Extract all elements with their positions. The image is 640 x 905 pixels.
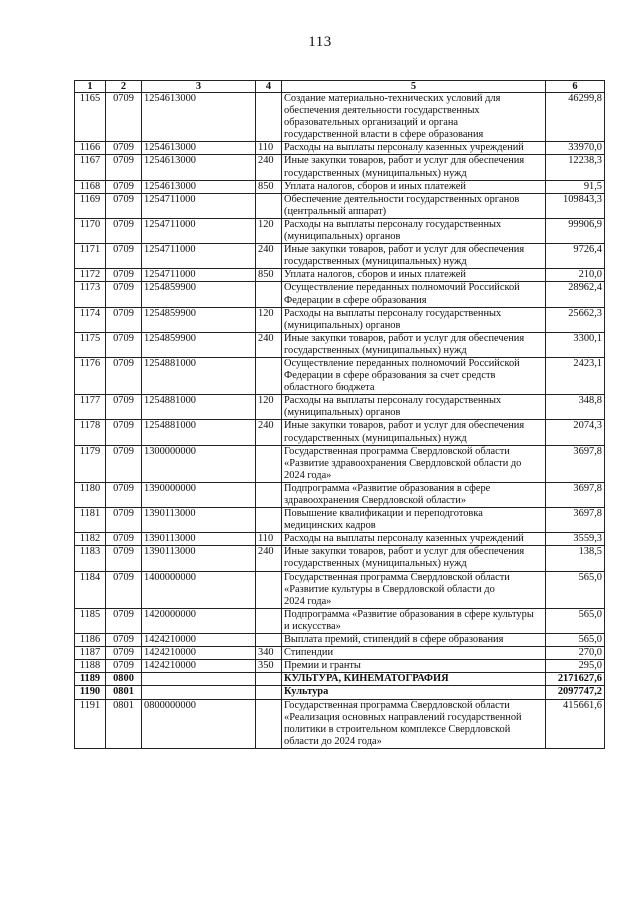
row-number-cell: 1172 [75, 269, 106, 282]
target-code-cell: 0800000000 [142, 699, 256, 748]
row-number-cell: 1189 [75, 673, 106, 686]
table-row [75, 686, 605, 699]
description-line: Осуществление переданных полномочий Российской [284, 357, 520, 369]
row-number-cell: 1190 [75, 686, 106, 699]
table-row [75, 533, 605, 546]
row-number-cell: 1171 [75, 244, 106, 269]
description-line: Государственная программа Свердловской области [284, 445, 510, 457]
amount-cell: 3697,8 [546, 508, 605, 533]
row-number-cell: 1183 [75, 546, 106, 571]
amount-cell: 565,0 [546, 571, 605, 608]
description-line: (муниципальных) органов [284, 407, 401, 419]
description-line: (центральный аппарат) [284, 205, 387, 217]
amount-cell: 91,5 [546, 180, 605, 193]
column-header-target-code: 3 [142, 81, 256, 93]
amount-cell: 270,0 [546, 647, 605, 660]
description-line: медицинских кадров [284, 520, 376, 532]
description-line: государственных (муниципальных) нужд [284, 558, 467, 570]
amount-cell: 28962,4 [546, 282, 605, 307]
target-code-cell: 1254711000 [142, 244, 256, 269]
description-line: 2024 года» [284, 595, 332, 607]
column-header-section-code: 2 [106, 81, 142, 93]
amount-cell: 46299,8 [546, 93, 605, 142]
description-line: Расходы на выплаты персоналу государственных [284, 307, 502, 319]
column-header-row-number: 1 [75, 81, 106, 93]
amount-cell: 565,0 [546, 634, 605, 647]
table-row [75, 647, 605, 660]
section-code-cell: 0709 [106, 508, 142, 533]
expense-type-cell [256, 357, 282, 394]
description-line: Подпрограмма «Развитие образования в сфере [284, 482, 491, 494]
table-row [75, 357, 605, 394]
description-cell [282, 546, 546, 571]
row-number-cell: 1178 [75, 420, 106, 445]
row-number-cell: 1184 [75, 571, 106, 608]
description-cell [282, 686, 546, 699]
description-line: Уплата налогов, сборов и иных платежей [284, 180, 466, 192]
row-number-cell: 1191 [75, 699, 106, 748]
budget-table [74, 80, 605, 749]
amount-cell: 295,0 [546, 660, 605, 673]
amount-cell: 109843,3 [546, 193, 605, 218]
description-cell [282, 395, 546, 420]
expense-type-cell [256, 508, 282, 533]
target-code-cell: 1254613000 [142, 93, 256, 142]
table-header-row [75, 81, 605, 93]
description-line: Государственная программа Свердловской области [284, 571, 510, 583]
description-line: «Развитие культуры в Свердловской области до [284, 583, 495, 595]
description-line: Расходы на выплаты персоналу государственных [284, 218, 502, 230]
description-line: Федерации в сфере образования [284, 294, 427, 306]
section-code-cell: 0709 [106, 307, 142, 332]
section-code-cell: 0801 [106, 686, 142, 699]
target-code-cell: 1254711000 [142, 193, 256, 218]
description-line: политики в строительном комплексе Свердловской [284, 723, 511, 735]
target-code-cell: 1254613000 [142, 142, 256, 155]
expense-type-cell: 850 [256, 180, 282, 193]
section-code-cell: 0709 [106, 93, 142, 142]
target-code-cell: 1254859900 [142, 332, 256, 357]
row-number-cell: 1185 [75, 608, 106, 633]
description-cell [282, 445, 546, 482]
section-code-cell: 0709 [106, 660, 142, 673]
description-line: Создание материально-технических условий для [284, 93, 501, 104]
row-number-cell: 1169 [75, 193, 106, 218]
section-code-cell: 0801 [106, 699, 142, 748]
description-line: областного бюджета [284, 382, 375, 394]
column-header-description: 5 [282, 81, 546, 93]
description-line: государственных (муниципальных) нужд [284, 167, 467, 179]
section-code-cell: 0709 [106, 357, 142, 394]
description-line: Выплата премий, стипендий в сфере образования [284, 634, 504, 646]
description-line: Обеспечение деятельности государственных органов [284, 193, 520, 205]
table-row [75, 269, 605, 282]
amount-cell: 415661,6 [546, 699, 605, 748]
description-line: государственной власти в сфере образования [284, 129, 484, 141]
description-line: Подпрограмма «Развитие образования в сфере культуры [284, 608, 534, 620]
row-number-cell: 1182 [75, 533, 106, 546]
expense-type-cell: 240 [256, 155, 282, 180]
description-line: Расходы на выплаты персоналу государственных [284, 395, 502, 407]
target-code-cell [142, 686, 256, 699]
amount-cell: 99906,9 [546, 218, 605, 243]
target-code-cell: 1254881000 [142, 357, 256, 394]
target-code-cell: 1254711000 [142, 218, 256, 243]
row-number-cell: 1167 [75, 155, 106, 180]
section-code-cell: 0709 [106, 155, 142, 180]
row-number-cell: 1180 [75, 482, 106, 507]
description-line: Расходы на выплаты персоналу казенных учреждений [284, 142, 524, 154]
description-line: обеспечения деятельности государственных [284, 105, 480, 117]
description-line: государственных (муниципальных) нужд [284, 344, 467, 356]
section-code-cell: 0709 [106, 244, 142, 269]
target-code-cell: 1254859900 [142, 282, 256, 307]
section-code-cell: 0709 [106, 282, 142, 307]
description-line: Иные закупки товаров, работ и услуг для обеспечения [284, 420, 525, 432]
description-line: Стипендии [284, 647, 334, 659]
table-row [75, 699, 605, 748]
amount-cell: 210,0 [546, 269, 605, 282]
description-line: государственных (муниципальных) нужд [284, 256, 467, 268]
target-code-cell: 1400000000 [142, 571, 256, 608]
description-line: Повышение квалификации и переподготовка [284, 508, 483, 520]
description-line: Премии и гранты [284, 660, 361, 672]
target-code-cell: 1254613000 [142, 155, 256, 180]
table-row [75, 571, 605, 608]
description-line: Уплата налогов, сборов и иных платежей [284, 269, 466, 281]
amount-cell: 2097747,2 [546, 686, 605, 699]
description-line: государственных (муниципальных) нужд [284, 432, 467, 444]
row-number-cell: 1170 [75, 218, 106, 243]
description-cell [282, 142, 546, 155]
row-number-cell: 1187 [75, 647, 106, 660]
description-line: КУЛЬТУРА, КИНЕМАТОГРАФИЯ [284, 673, 449, 685]
expense-type-cell: 120 [256, 307, 282, 332]
description-line: 2024 года» [284, 469, 332, 481]
section-code-cell: 0709 [106, 332, 142, 357]
table-row [75, 332, 605, 357]
section-code-cell: 0709 [106, 142, 142, 155]
section-code-cell: 0709 [106, 218, 142, 243]
description-cell [282, 155, 546, 180]
expense-type-cell [256, 608, 282, 633]
expense-type-cell: 240 [256, 420, 282, 445]
expense-type-cell: 850 [256, 269, 282, 282]
target-code-cell: 1424210000 [142, 634, 256, 647]
description-cell [282, 608, 546, 633]
description-line: и искусства» [284, 620, 341, 632]
table-row [75, 445, 605, 482]
expense-type-cell [256, 482, 282, 507]
expense-type-cell: 120 [256, 218, 282, 243]
expense-type-cell: 240 [256, 546, 282, 571]
table-row [75, 218, 605, 243]
amount-cell: 33970,0 [546, 142, 605, 155]
description-cell [282, 508, 546, 533]
amount-cell: 12238,3 [546, 155, 605, 180]
section-code-cell: 0709 [106, 647, 142, 660]
column-header-amount: 6 [546, 81, 605, 93]
expense-type-cell: 110 [256, 533, 282, 546]
table-row [75, 180, 605, 193]
target-code-cell: 1254613000 [142, 180, 256, 193]
row-number-cell: 1177 [75, 395, 106, 420]
page-number: 113 [308, 34, 332, 50]
row-number-cell: 1176 [75, 357, 106, 394]
amount-cell: 25662,3 [546, 307, 605, 332]
table-row [75, 282, 605, 307]
amount-cell: 3559,3 [546, 533, 605, 546]
table-row [75, 93, 605, 142]
amount-cell: 9726,4 [546, 244, 605, 269]
row-number-cell: 1175 [75, 332, 106, 357]
table-row [75, 608, 605, 633]
expense-type-cell [256, 571, 282, 608]
row-number-cell: 1174 [75, 307, 106, 332]
section-code-cell: 0709 [106, 546, 142, 571]
description-cell [282, 533, 546, 546]
target-code-cell [142, 673, 256, 686]
expense-type-cell [256, 699, 282, 748]
target-code-cell: 1390000000 [142, 482, 256, 507]
target-code-cell: 1424210000 [142, 647, 256, 660]
description-cell [282, 660, 546, 673]
target-code-cell: 1300000000 [142, 445, 256, 482]
amount-cell: 2074,3 [546, 420, 605, 445]
amount-cell: 3697,8 [546, 445, 605, 482]
description-cell [282, 193, 546, 218]
row-number-cell: 1179 [75, 445, 106, 482]
amount-cell: 3300,1 [546, 332, 605, 357]
section-code-cell: 0709 [106, 445, 142, 482]
target-code-cell: 1254881000 [142, 420, 256, 445]
table-row [75, 673, 605, 686]
table-row [75, 546, 605, 571]
amount-cell: 348,8 [546, 395, 605, 420]
table-row [75, 193, 605, 218]
column-header-expense-type: 4 [256, 81, 282, 93]
target-code-cell: 1254859900 [142, 307, 256, 332]
row-number-cell: 1173 [75, 282, 106, 307]
description-line: (муниципальных) органов [284, 319, 401, 331]
description-cell [282, 218, 546, 243]
description-line: «Реализация основных направлений государственной [284, 711, 522, 723]
expense-type-cell: 110 [256, 142, 282, 155]
table-row [75, 508, 605, 533]
description-line: «Развитие здравоохранения Свердловской области до [284, 457, 522, 469]
amount-cell: 2171627,6 [546, 673, 605, 686]
expense-type-cell: 340 [256, 647, 282, 660]
target-code-cell: 1390113000 [142, 508, 256, 533]
target-code-cell: 1254711000 [142, 269, 256, 282]
amount-cell: 138,5 [546, 546, 605, 571]
row-number-cell: 1166 [75, 142, 106, 155]
table-row [75, 482, 605, 507]
description-cell [282, 332, 546, 357]
description-cell [282, 282, 546, 307]
section-code-cell: 0709 [106, 533, 142, 546]
table-row [75, 660, 605, 673]
description-line: (муниципальных) органов [284, 231, 401, 243]
row-number-cell: 1181 [75, 508, 106, 533]
expense-type-cell [256, 193, 282, 218]
section-code-cell: 0709 [106, 193, 142, 218]
description-line: Иные закупки товаров, работ и услуг для обеспечения [284, 155, 525, 167]
description-line: Культура [284, 686, 329, 698]
section-code-cell: 0709 [106, 395, 142, 420]
table-row [75, 244, 605, 269]
expense-type-cell [256, 634, 282, 647]
section-code-cell: 0709 [106, 634, 142, 647]
description-line: области до 2024 года» [284, 735, 382, 747]
section-code-cell: 0709 [106, 180, 142, 193]
section-code-cell: 0709 [106, 420, 142, 445]
description-cell [282, 647, 546, 660]
amount-cell: 3697,8 [546, 482, 605, 507]
target-code-cell: 1424210000 [142, 660, 256, 673]
section-code-cell: 0709 [106, 269, 142, 282]
row-number-cell: 1188 [75, 660, 106, 673]
section-code-cell: 0709 [106, 571, 142, 608]
section-code-cell: 0709 [106, 608, 142, 633]
amount-cell: 2423,1 [546, 357, 605, 394]
description-line: Иные закупки товаров, работ и услуг для обеспечения [284, 332, 525, 344]
description-cell [282, 673, 546, 686]
target-code-cell: 1254881000 [142, 395, 256, 420]
description-cell [282, 244, 546, 269]
description-cell [282, 571, 546, 608]
description-cell [282, 269, 546, 282]
description-line: Федерации в сфере образования за счет средств [284, 370, 496, 382]
expense-type-cell: 120 [256, 395, 282, 420]
description-cell [282, 420, 546, 445]
expense-type-cell [256, 673, 282, 686]
expense-type-cell [256, 445, 282, 482]
description-line: Иные закупки товаров, работ и услуг для обеспечения [284, 546, 525, 558]
expense-type-cell [256, 93, 282, 142]
expense-type-cell: 240 [256, 244, 282, 269]
table-row [75, 142, 605, 155]
description-cell [282, 357, 546, 394]
target-code-cell: 1390113000 [142, 533, 256, 546]
table-row [75, 420, 605, 445]
table-row [75, 307, 605, 332]
table-body [75, 93, 605, 749]
target-code-cell: 1390113000 [142, 546, 256, 571]
description-line: Расходы на выплаты персоналу казенных учреждений [284, 533, 524, 545]
description-line: Государственная программа Свердловской области [284, 699, 510, 711]
table-row [75, 634, 605, 647]
row-number-cell: 1168 [75, 180, 106, 193]
section-code-cell: 0800 [106, 673, 142, 686]
expense-type-cell [256, 686, 282, 699]
expense-type-cell: 240 [256, 332, 282, 357]
description-line: образовательных организаций и органа [284, 117, 459, 129]
description-cell [282, 93, 546, 142]
expense-type-cell: 350 [256, 660, 282, 673]
table-row [75, 395, 605, 420]
description-cell [282, 482, 546, 507]
row-number-cell: 1186 [75, 634, 106, 647]
amount-cell: 565,0 [546, 608, 605, 633]
section-code-cell: 0709 [106, 482, 142, 507]
description-line: Осуществление переданных полномочий Российской [284, 282, 520, 294]
description-cell [282, 634, 546, 647]
description-cell [282, 699, 546, 748]
description-line: Иные закупки товаров, работ и услуг для обеспечения [284, 244, 525, 256]
description-cell [282, 307, 546, 332]
row-number-cell: 1165 [75, 93, 106, 142]
target-code-cell: 1420000000 [142, 608, 256, 633]
expense-type-cell [256, 282, 282, 307]
table-row [75, 155, 605, 180]
description-line: здравоохранения Свердловской области» [284, 495, 467, 506]
description-cell [282, 180, 546, 193]
